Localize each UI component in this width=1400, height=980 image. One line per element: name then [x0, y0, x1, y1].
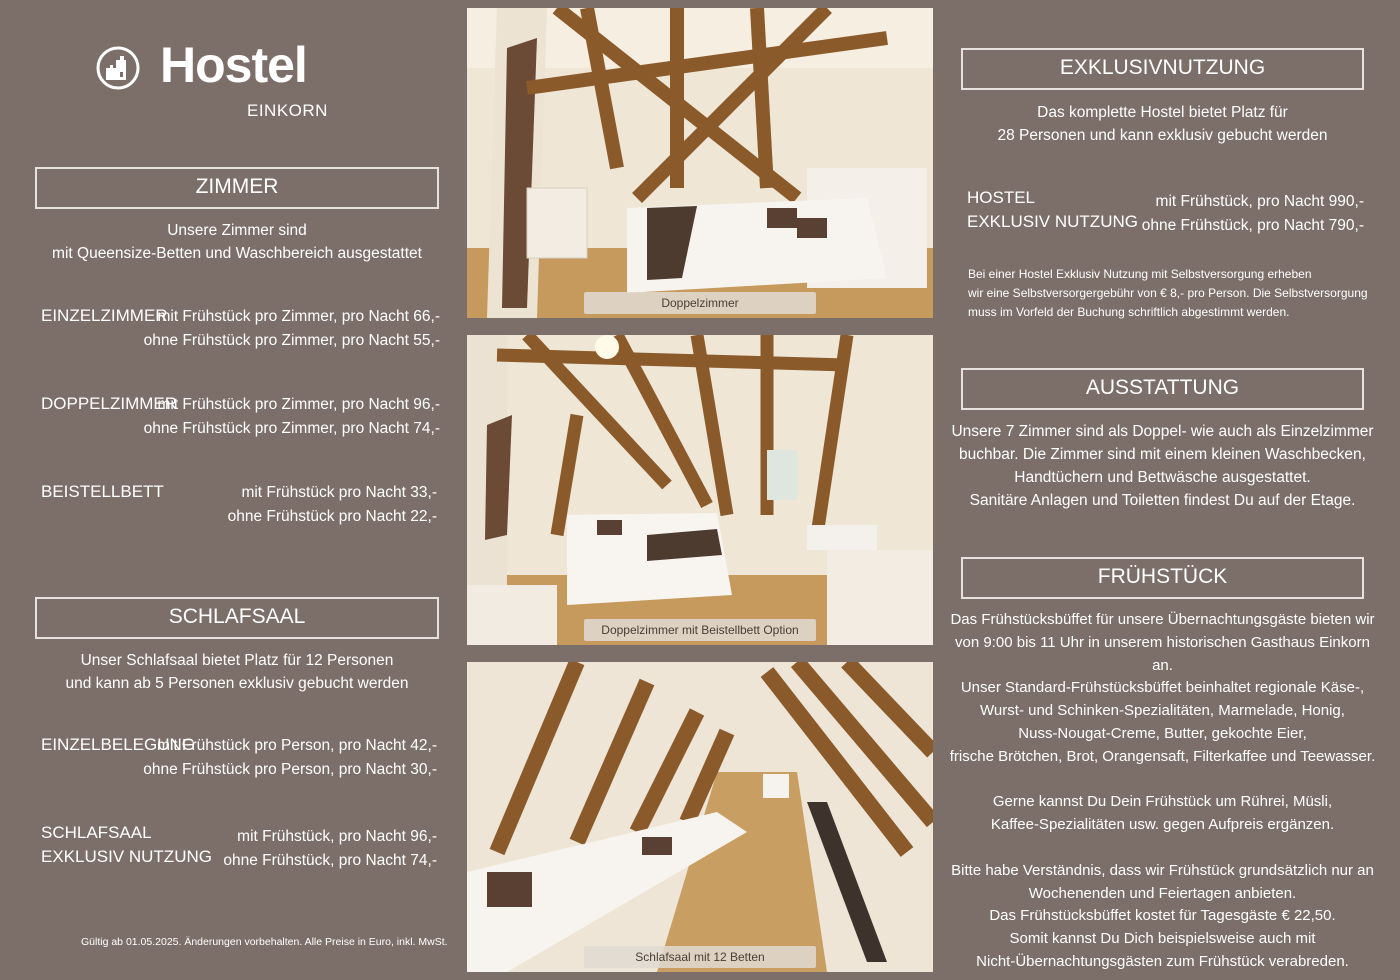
selbstversorgung-note: [968, 265, 1368, 322]
note-line: muss im Vorfeld der Buchung schriftlich abgestimmt werden.: [968, 305, 1290, 319]
text-line: Das Frühstücksbüffet für unsere Übernachtungsgäste bieten wir: [950, 611, 1375, 628]
schlafsaal-exklusiv-prices: [140, 825, 437, 873]
price-line: mit Frühstück pro Nacht 33,-: [241, 484, 437, 501]
label-line: EXKLUSIV NUTZUNG: [967, 212, 1138, 231]
label-line: SCHLAFSAAL: [41, 823, 152, 842]
photo-doppelzimmer: [467, 8, 933, 318]
exklusiv-intro-line: Das komplette Hostel bietet Platz für: [1037, 104, 1288, 121]
photo-schlafsaal: [467, 662, 933, 972]
doppelzimmer-prices: [140, 393, 440, 441]
ausstattung-heading: AUSSTATTUNG: [961, 368, 1364, 410]
photo-doppelzimmer-beistellbett: [467, 335, 933, 645]
schlafsaal-intro-line: Unser Schlafsaal bietet Platz für 12 Personen: [80, 652, 394, 669]
text-line: Nuss-Nougat-Creme, Butter, gekochte Eier,: [1018, 724, 1307, 742]
logo-title: Hostel: [160, 37, 307, 93]
einzelzimmer-label: EINZELZIMMER: [41, 306, 168, 325]
price-line: ohne Frühstück pro Nacht 22,-: [227, 508, 437, 525]
spacer: [945, 769, 1380, 792]
zimmer-heading: ZIMMER: [35, 167, 439, 209]
price-line: ohne Frühstück pro Zimmer, pro Nacht 55,-: [143, 332, 440, 349]
einzelbelegung-label: EINZELBELEGUNG: [41, 735, 195, 754]
beistellbett-label: BEISTELLBETT: [41, 482, 164, 501]
price-line: mit Frühstück pro Zimmer, pro Nacht 96,-: [157, 396, 440, 413]
price-line: mit Frühstück, pro Nacht 990,-: [1155, 193, 1364, 210]
text-line: frische Brötchen, Brot, Orangensaft, Filterkaffee und Teewasser.: [949, 747, 1376, 765]
text-line: Sanitäre Anlagen und Toiletten findest Du auf der Etage.: [969, 492, 1356, 509]
note-line: Bei einer Hostel Exklusiv Nutzung mit Selbstversorgung erheben: [968, 267, 1312, 281]
exklusiv-intro: [961, 101, 1364, 147]
price-line: ohne Frühstück, pro Nacht 790,-: [1141, 217, 1364, 234]
text-line: Gerne kannst Du Dein Frühstück um Rührei, Müsli,: [992, 793, 1333, 811]
einzelbelegung-prices: [140, 734, 437, 782]
photo-caption: Doppelzimmer mit Beistellbett Option: [584, 619, 816, 641]
text-line: Bitte habe Verständnis, dass wir Frühstück grundsätzlich nur an: [951, 861, 1374, 879]
note-line: wir eine Selbstversorgergebühr von € 8,- pro Person. Die Selbstversorgung: [968, 286, 1368, 300]
exklusiv-intro-line: 28 Personen und kann exklusiv gebucht werden: [997, 127, 1328, 144]
photo-caption: Schlafsaal mit 12 Betten: [584, 946, 816, 968]
label-line: HOSTEL: [967, 188, 1036, 207]
beistellbett-prices: [140, 481, 437, 529]
schlafsaal-heading: SCHLAFSAAL: [35, 597, 439, 639]
validity-footnote: Gültig ab 01.05.2025. Änderungen vorbehalten. Alle Preise in Euro, inkl. MwSt.: [81, 936, 448, 948]
price-line: ohne Frühstück pro Zimmer, pro Nacht 74,-: [143, 420, 440, 437]
text-line: Handtüchern und Bettwäsche ausgestattet.: [1014, 469, 1311, 486]
price-line: ohne Frühstück, pro Nacht 74,-: [223, 852, 437, 869]
zimmer-intro-line: Unsere Zimmer sind: [167, 222, 307, 239]
zimmer-intro-line: mit Queensize-Betten und Waschbereich ausgestattet: [52, 245, 422, 262]
price-line: mit Frühstück pro Person, pro Nacht 42,-: [157, 737, 437, 754]
exklusiv-heading: EXKLUSIVNUTZUNG: [961, 48, 1364, 90]
photo-caption: Doppelzimmer: [584, 292, 816, 314]
text-line: Unser Standard-Frühstücksbüffet beinhaltet regionale Käse-,: [960, 679, 1365, 697]
schlafsaal-intro: [35, 649, 439, 695]
text-line: Nicht-Übernachtungsgästen zum Frühstück verabreden.: [976, 952, 1349, 970]
price-line: mit Frühstück, pro Nacht 96,-: [237, 828, 437, 845]
label-line: EXKLUSIV NUTZUNG: [41, 847, 212, 866]
text-line: Unsere 7 Zimmer sind als Doppel- wie auch als Einzelzimmer: [951, 423, 1374, 440]
einzelzimmer-prices: [140, 305, 440, 353]
text-line: von 9:00 bis 11 Uhr in unserem historischen Gasthaus Einkorn an.: [955, 633, 1370, 674]
price-line: mit Frühstück pro Zimmer, pro Nacht 66,-: [157, 308, 440, 325]
logo-subtitle: EINKORN: [247, 101, 328, 120]
schlafsaal-intro-line: und kann ab 5 Personen exklusiv gebucht werden: [65, 675, 409, 692]
logo-castle-icon: [96, 46, 140, 90]
fruehstueck-heading: FRÜHSTÜCK: [961, 557, 1364, 599]
fruehstueck-text: [945, 609, 1380, 974]
spacer: [945, 837, 1380, 860]
doppelzimmer-label: DOPPELZIMMER: [41, 394, 178, 413]
ausstattung-text: [951, 420, 1374, 512]
text-line: Somit kannst Du Dich beispielsweise auch mit: [1009, 930, 1316, 948]
text-line: Kaffee-Spezialitäten usw. gegen Aufpreis ergänzen.: [990, 816, 1335, 834]
text-line: buchbar. Die Zimmer sind mit einem kleinen Waschbecken,: [959, 446, 1366, 463]
price-line: ohne Frühstück pro Person, pro Nacht 30,-: [143, 761, 437, 778]
text-line: Wochenenden und Feiertagen anbieten.: [1028, 884, 1297, 902]
text-line: Wurst- und Schinken-Spezialitäten, Marmelade, Honig,: [980, 702, 1345, 720]
hostel-exklusiv-prices: [1064, 190, 1364, 238]
zimmer-intro: [35, 219, 439, 265]
text-line: Das Frühstücksbüffet kostet für Tagesgäste € 22,50.: [989, 907, 1336, 925]
